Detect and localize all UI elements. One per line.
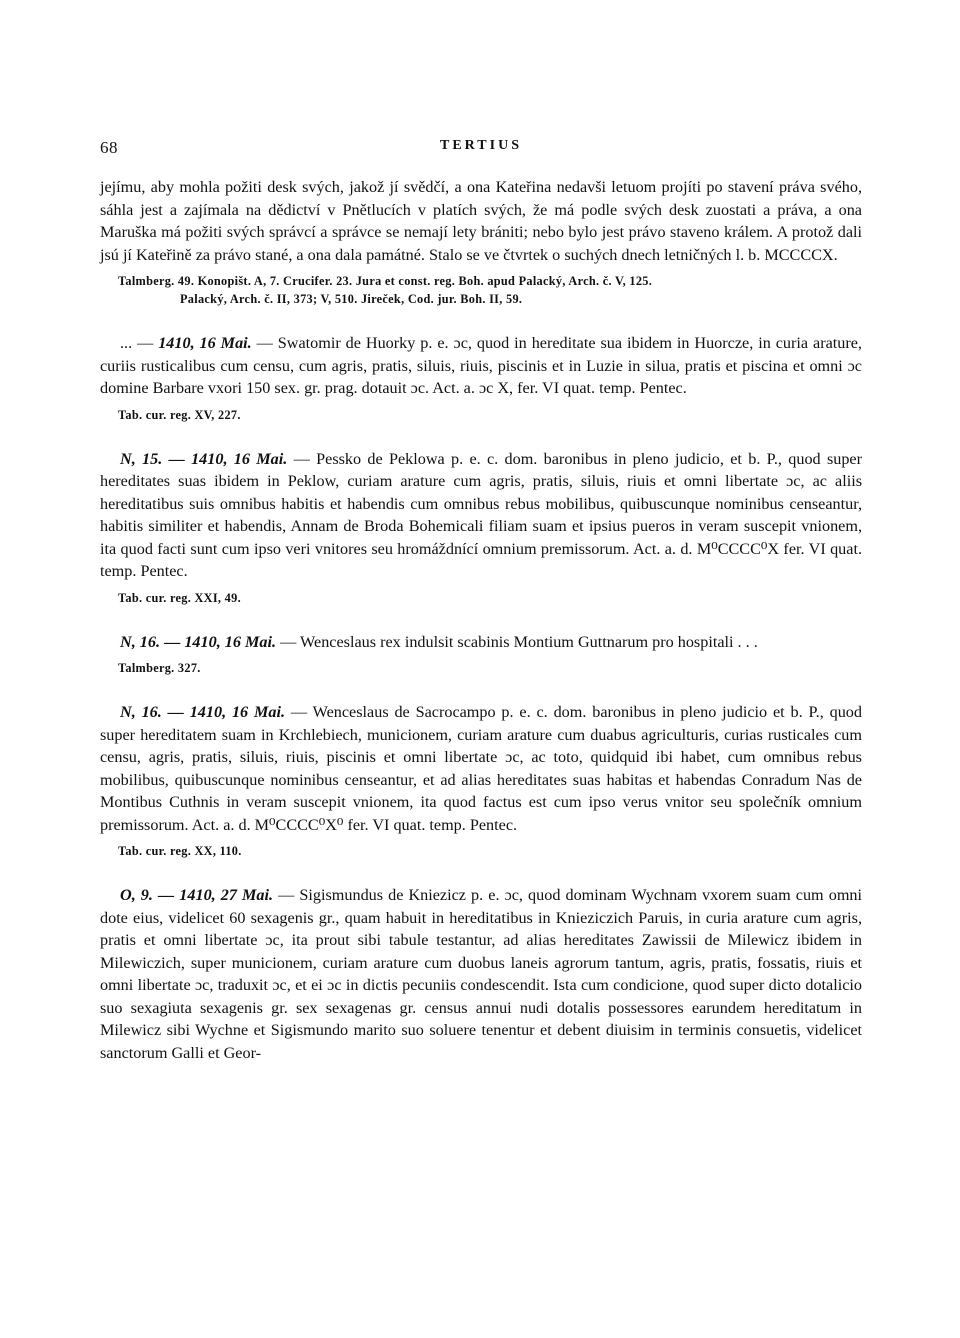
entry-paragraph	[100, 631, 862, 654]
entry-1	[100, 332, 862, 424]
entry-paragraph	[100, 448, 862, 583]
page	[100, 132, 862, 1064]
entry-citation: Tab. cur. reg. XV, 227.	[118, 407, 241, 422]
entry-text: — Swatomir de Huorky p. e. ɔc, quod in hereditate sua ibidem in Huorcze, in curia arature, curiis rusticalibus cum censu, cum agris, pratis, siluis, riuis, piscinis et in Luzie in silua, pratis et piscina et omni ɔc domine Barbare vxori 150 sex. gr. prag. dotauit ɔc. Act. a. ɔc X, fer. VI quat. temp. Pentec.	[100, 334, 862, 397]
entry-4	[100, 701, 862, 860]
page-number: 68	[100, 138, 118, 157]
entry-paragraph: ... — 1410, 16 Mai. — Swatomir de Huorky p. e. ɔc, quod in hereditate sua ibidem in Huorcze, in curia arature, curiis rusticalibus cum censu, cum agris, pratis, siluis, riuis, piscinis et in Luzie in silua, pratis et piscina et omni ɔc domine Barbare vxori 150 sex. gr. prag. dotauit ɔc. Act. a. ɔc X, fer. VI quat. temp. Pentec.	[100, 334, 862, 397]
intro-citation-line-2: Palacký, Arch. č. II, 373; V, 510. Jireček, Cod. jur. Boh. II, 59.	[180, 292, 523, 306]
entry-paragraph	[100, 701, 862, 836]
entry-citation: Talmberg. 327.	[118, 661, 201, 675]
entry-date: 1410, 16 Mai.	[184, 632, 277, 651]
entry-text: — Pessko de Peklowa p. e. c. dom. baronibus in pleno judicio, et b. P., quod super hereditates suas ibidem in Peklow, curiam arature cum agris, pratis, siluis, riuis et omni libertate ɔc, ac aliis hereditatibus suis omnibus habitis et habendis cum omnibus rebus mobilibus, quibuscunque nominibus censeantur, habitis similiter et habendis, Annam de Broda Bohemicali filiam suam et ipsius pueros in veram suscepit vnionem, ita quod facti sunt cum ipso veri vnitores seu hromáždnící omnium premissorum. Act. a. d. M⁰CCCC⁰X fer. VI quat. temp. Pentec.	[100, 449, 863, 580]
intro-section	[100, 176, 862, 308]
entry-citation: Tab. cur. reg. XX, 110.	[118, 844, 242, 858]
entry-date: 1410, 16 Mai.	[158, 334, 252, 352]
entry-3	[100, 631, 862, 678]
entry-text: — Wenceslaus de Sacrocampo p. e. c. dom. baronibus in pleno judicio et b. P., quod super hereditatem suam in Krchlebiech, municionem, curiam arature cum duabus agriculturis, curias rusticales cum censu, agris, pratis, siluis, riuis, piscinis et omni libertate ɔc, ac toto, quidquid ibi habet, cum omnibus rebus mobilibus, quibuscunque nominibus censeantur, et ad alias hereditates suas habitas et habendas Conradum Nas de Montibus Cuthnis in veram suscepit vnionem, ita quod factus est cum ipso verus vnitor seu společník omnium premissorum. Act. a. d. M⁰CCCC⁰X⁰ fer. VI quat. temp. Pentec.	[100, 703, 862, 834]
entry-2	[100, 448, 862, 607]
intro-citation-line-1: Talmberg. 49. Konopišt. A, 7. Crucifer. 23. Jura et const. reg. Boh. apud Palacký, Arch. č. V, 125.	[118, 274, 653, 288]
entry-prefix: N, 16. —	[120, 703, 184, 721]
entry-prefix: N, 16. —	[120, 632, 181, 651]
entry-prefix: N, 15. —	[120, 449, 185, 468]
intro-paragraph: jejímu, aby mohla požiti desk svých, jakož jí svědčí, a ona Kateřina nedavši letuom projíti po stavení práva svého, sáhla jest a zajímala na dědictví v Pnětlucích v platích svých, že má podle svých desk zuostati a práva, a ona Maruška má požiti svých správcí a správce se nemají lety brániti; nebo bylo jest právo staveno králem. A protož dali jsú jí Kateřině za právo stané, a ona dala památné. Stalo se ve čtvrtek o suchých dnech letničných l. b. MCCCCX.	[100, 178, 862, 264]
entry-date: 1410, 16 Mai.	[191, 449, 288, 468]
entry-5	[100, 884, 862, 1064]
running-title: TERTIUS	[440, 138, 522, 153]
entry-citation: Tab. cur. reg. XXI, 49.	[118, 590, 241, 605]
entry-text: — Wenceslaus rex indulsit scabinis Montium Guttnarum pro hospitali . . .	[280, 632, 758, 651]
entry-date: 1410, 16 Mai.	[189, 703, 286, 721]
page-header	[100, 132, 862, 160]
entry-date: 1410, 27 Mai.	[179, 886, 274, 904]
entry-prefix: ...	[120, 334, 133, 352]
entry-paragraph	[100, 884, 862, 1064]
entry-prefix: O, 9. —	[120, 886, 175, 904]
entry-text: — Sigismundus de Kniezicz p. e. ɔc, quod dominam Wychnam vxorem suam cum omni dote eius, videlicet 60 sexagenis gr., quam habuit in hereditatibus in Knieziczich Paruis, in curia arature cum agris, pratis et omni libertate ɔc, ita prout sibi tabule testantur, ad alias hereditates Zawissii de Milewicz ibidem in Milewiczich, super municionem, curiam arature cum duobus laneis agrorum tantum, agris, pratis, fossatis, riuis et omni libertate ɔc, traduxit ɔc, et ei ɔc in dictis pecuniis condescendit. Ista cum condicione, quod super dicto dotalicio suo sexagiuta sexagenis gr. sex sexagenas gr. census annui nudi dotalis possessores earundem hereditatum in Milewicz sibi Wychne et Sigismundo marito suo soluere tenentur et debent diuisim in terminis consuetis, videlicet sanctorum Galli et Geor-	[100, 886, 862, 1062]
